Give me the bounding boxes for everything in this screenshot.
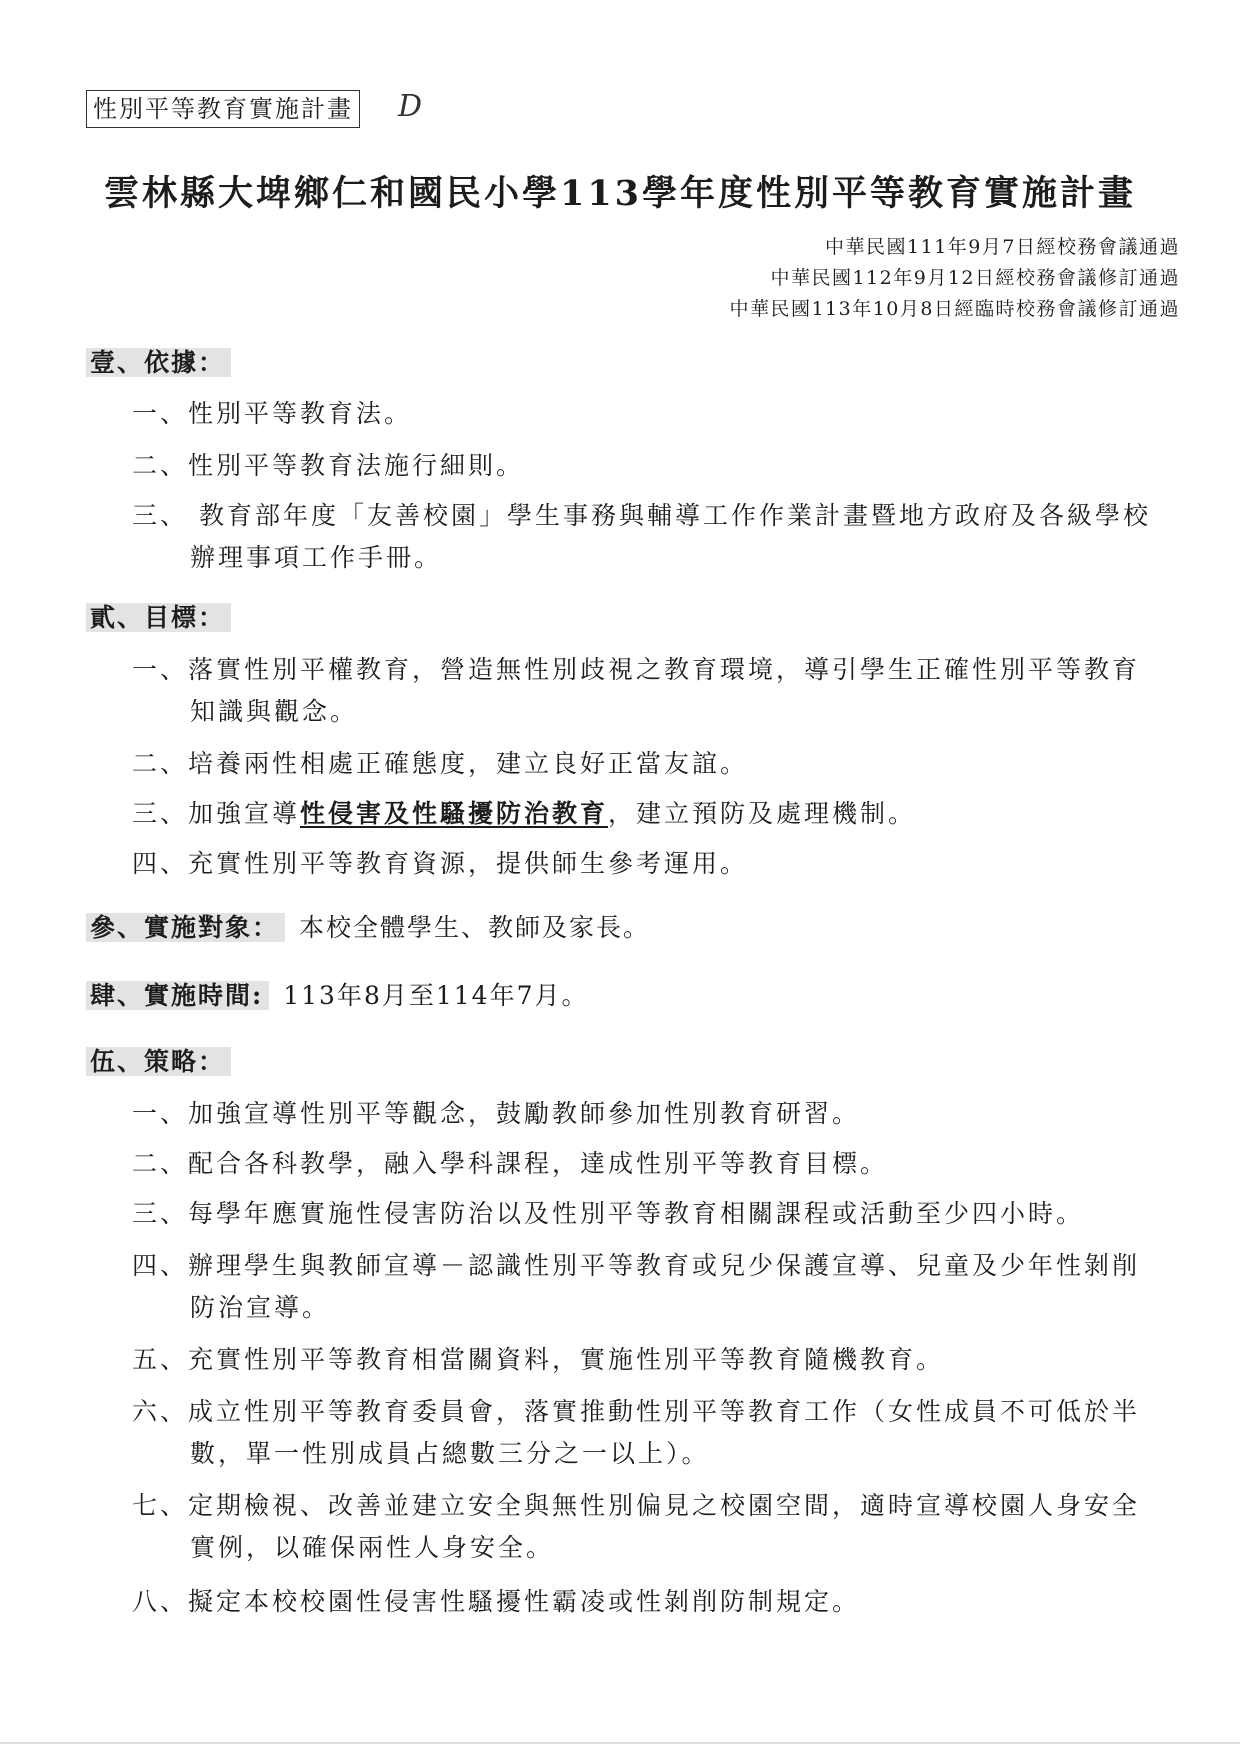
section-target-text: 本校全體學生、教師及家長。 [299,913,651,942]
strategy-item-8: 八、擬定本校校園性侵害性騷擾性霸凌或性剝削防制規定。 [132,1587,861,1616]
section-period-heading-text: 肆、實施時間: [86,981,269,1010]
basis-item-3-cont: 辦理事項工作手冊。 [190,543,443,572]
strategy-item-7-cont: 實例，以確保兩性人身安全。 [190,1533,555,1562]
strategy-item-4: 四、辦理學生與教師宣導－認識性別平等教育或兒少保護宣導、兒童及少年性剝削 [132,1251,1141,1280]
section-basis-heading [86,345,231,381]
goal-item-2: 二、培養兩性相處正確態度，建立良好正當友誼。 [132,749,749,778]
section-strategy-heading [86,1044,231,1080]
strategy-item-1: 一、加強宣導性別平等觀念，鼓勵教師參加性別教育研習。 [132,1099,861,1128]
section-period-heading [86,978,588,1014]
goal-item-3-post: ，建立預防及處理機制。 [608,799,917,828]
section-goals-heading [86,600,231,636]
handwritten-mark: D [398,89,423,124]
page-bottom-rule [0,1742,1240,1744]
approval-date-2: 中華民國112年9月12日經校務會議修訂通過 [770,267,1180,289]
approval-dates [729,232,1180,325]
section-basis-heading-text: 壹、依據： [86,348,231,377]
section-strategy-heading-text: 伍、策略： [86,1047,231,1076]
strategy-item-3: 三、每學年應實施性侵害防治以及性別平等教育相關課程或活動至少四小時。 [132,1199,1085,1228]
basis-item-3: 三、 教育部年度「友善校園」學生事務與輔導工作作業計畫暨地方政府及各級學校 [132,501,1151,530]
basis-item-2: 二、性別平等教育法施行細則。 [132,451,525,480]
section-goals-heading-text: 貳、目標： [86,603,231,632]
approval-date-3: 中華民國113年10月8日經臨時校務會議修訂通過 [729,298,1180,320]
goal-item-3-emphasis: 性侵害及性騷擾防治教育 [300,799,609,828]
strategy-item-6-cont: 數，單一性別成員占總數三分之一以上）。 [190,1439,710,1468]
strategy-item-5: 五、充實性別平等教育相當關資料，實施性別平等教育隨機教育。 [132,1345,945,1374]
strategy-item-7: 七、定期檢視、改善並建立安全與無性別偏見之校園空間，適時宣導校園人身安全 [132,1491,1141,1520]
document-tag-box: 性別平等教育實施計畫 [86,90,360,128]
goal-item-3-pre: 三、加強宣導 [132,799,301,828]
goal-item-4: 四、充實性別平等教育資源，提供師生參考運用。 [132,849,749,878]
approval-date-1: 中華民國111年9月7日經校務會議通過 [825,236,1180,258]
goal-item-1-cont: 知識與觀念。 [190,697,359,726]
goal-item-1: 一、落實性別平權教育，營造無性別歧視之教育環境，導引學生正確性別平等教育 [132,655,1141,684]
document-title: 雲林縣大埤鄉仁和國民小學113學年度性別平等教育實施計畫 [103,173,1137,214]
strategy-item-2: 二、配合各科教學，融入學科課程，達成性別平等教育目標。 [132,1149,889,1178]
strategy-item-4-cont: 防治宣導。 [190,1293,331,1322]
basis-item-1: 一、性別平等教育法。 [132,399,413,428]
goal-item-3 [132,796,916,832]
section-period-text: 113年8月至114年7月。 [283,981,589,1010]
section-target-heading [86,910,650,946]
strategy-item-6: 六、成立性別平等教育委員會，落實推動性別平等教育工作（女性成員不可低於半 [132,1397,1141,1426]
section-target-heading-text: 參、實施對象： [86,913,285,942]
